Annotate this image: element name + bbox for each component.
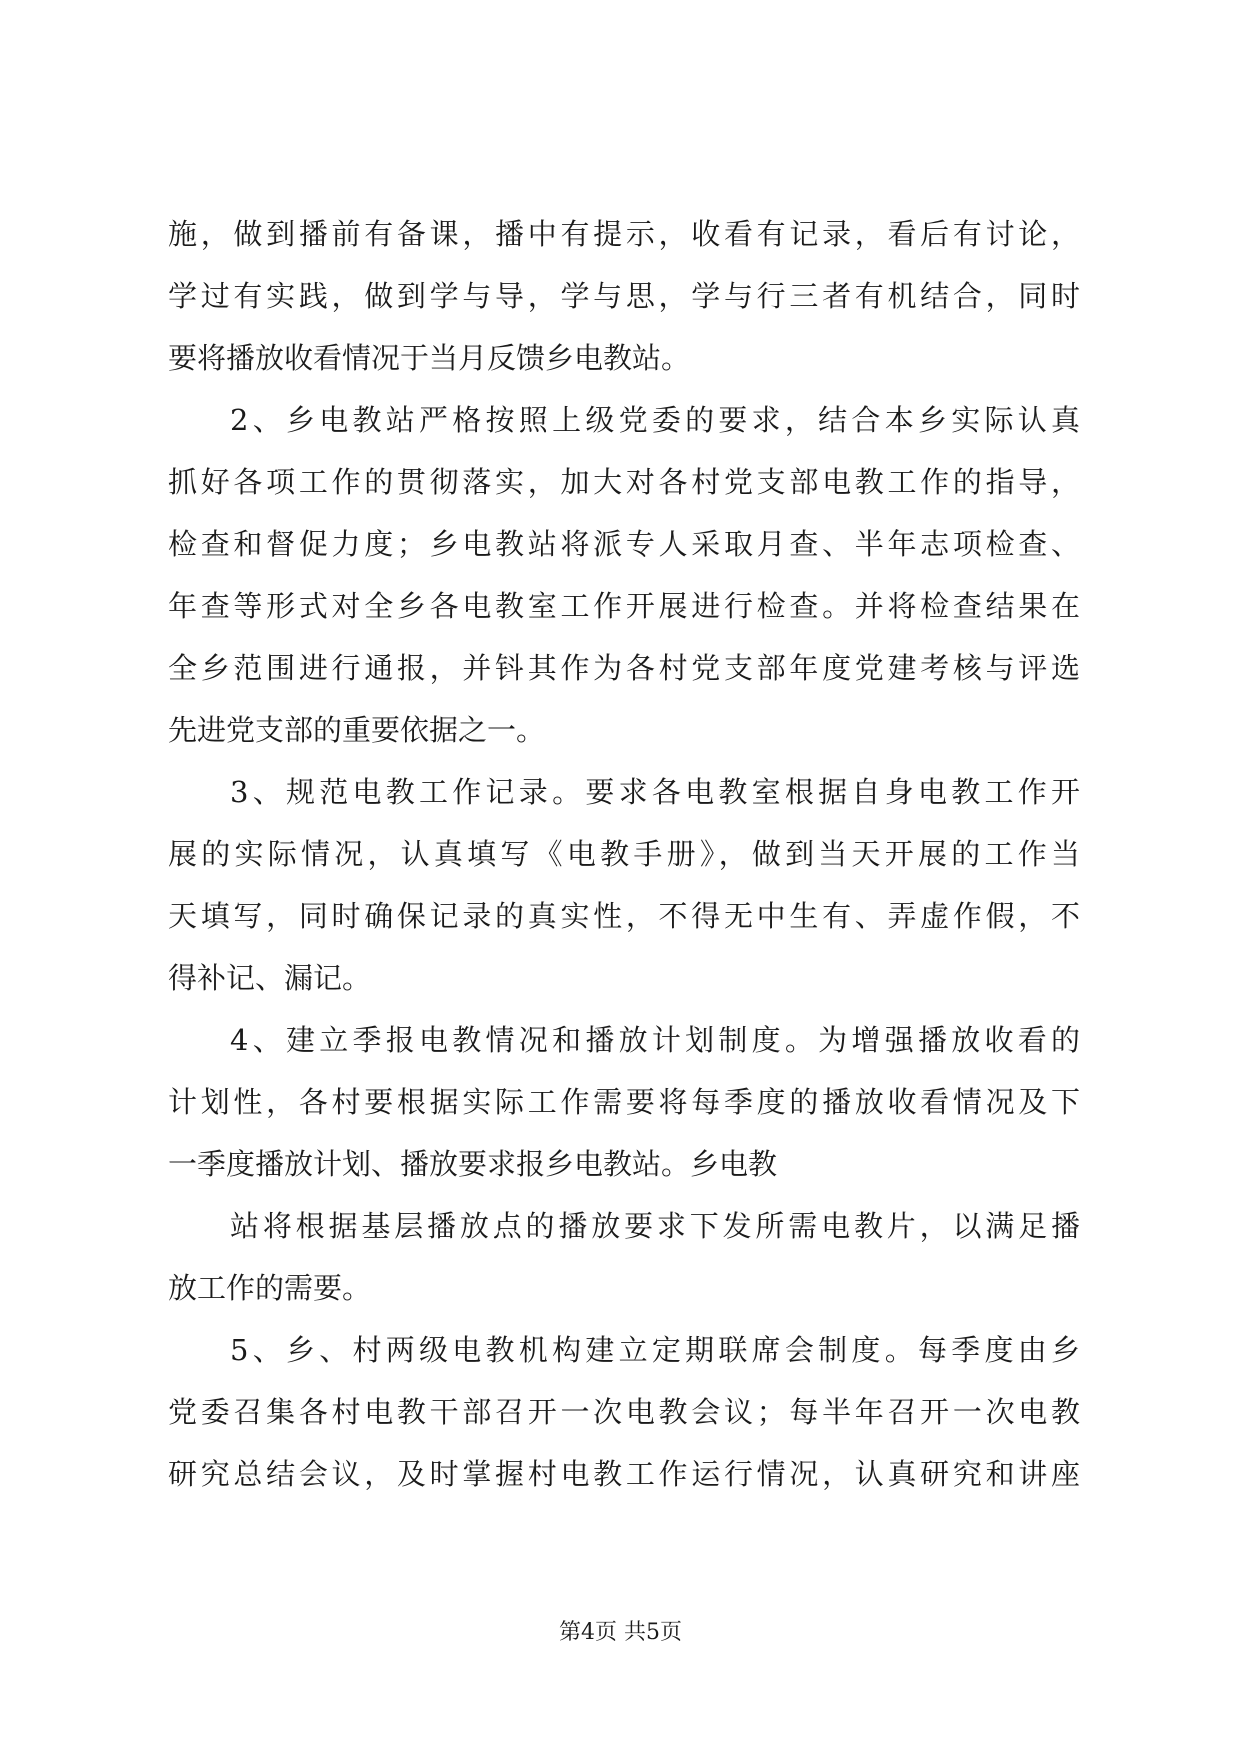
text-line: 研究总结会议，及时掌握村电教工作运行情况，认真研究和讲座 bbox=[168, 1457, 1080, 1491]
text-line: 全乡范围进行通报，并钭其作为各村党支部年度党建考核与评选 bbox=[168, 651, 1080, 685]
text-line: 放工作的需要。 bbox=[168, 1271, 372, 1305]
text-line: 2、乡电教站严格按照上级党委的要求，结合本乡实际认真 bbox=[230, 403, 1080, 437]
text-line: 党委召集各村电教干部召开一次电教会议；每半年召开一次电教 bbox=[168, 1395, 1080, 1429]
text-line: 施，做到播前有备课，播中有提示，收看有记录，看后有讨论， bbox=[168, 217, 1080, 251]
text-line: 展的实际情况，认真填写《电教手册》，做到当天开展的工作当 bbox=[168, 837, 1080, 871]
text-line: 先进党支部的重要依据之一。 bbox=[168, 713, 546, 747]
text-line: 年查等形式对全乡各电教室工作开展进行检查。并将检查结果在 bbox=[168, 589, 1080, 623]
text-line: 抓好各项工作的贯彻落实，加大对各村党支部电教工作的指导， bbox=[168, 465, 1080, 499]
text-line: 要将播放收看情况于当月反馈乡电教站。 bbox=[168, 341, 691, 375]
text-line: 得补记、漏记。 bbox=[168, 961, 372, 995]
text-line: 天填写，同时确保记录的真实性，不得无中生有、弄虚作假，不 bbox=[168, 899, 1080, 933]
body-text bbox=[168, 203, 1080, 1505]
text-line: 5、乡、村两级电教机构建立定期联席会制度。每季度由乡 bbox=[230, 1333, 1080, 1367]
text-line: 计划性，各村要根据实际工作需要将每季度的播放收看情况及下 bbox=[168, 1085, 1080, 1119]
text-line: 一季度播放计划、播放要求报乡电教站。乡电教 bbox=[168, 1147, 778, 1181]
text-line: 3、规范电教工作记录。要求各电教室根据自身电教工作开 bbox=[230, 775, 1080, 809]
text-line: 学过有实践，做到学与导，学与思，学与行三者有机结合，同时 bbox=[168, 279, 1080, 313]
text-line: 站将根据基层播放点的播放要求下发所需电教片，以满足播 bbox=[230, 1209, 1080, 1243]
text-line: 检查和督促力度；乡电教站将派专人采取月查、半年志项检查、 bbox=[168, 527, 1080, 561]
page-footer: 第4页 共5页 bbox=[559, 1620, 682, 1645]
text-line: 4、建立季报电教情况和播放计划制度。为增强播放收看的 bbox=[230, 1023, 1080, 1057]
